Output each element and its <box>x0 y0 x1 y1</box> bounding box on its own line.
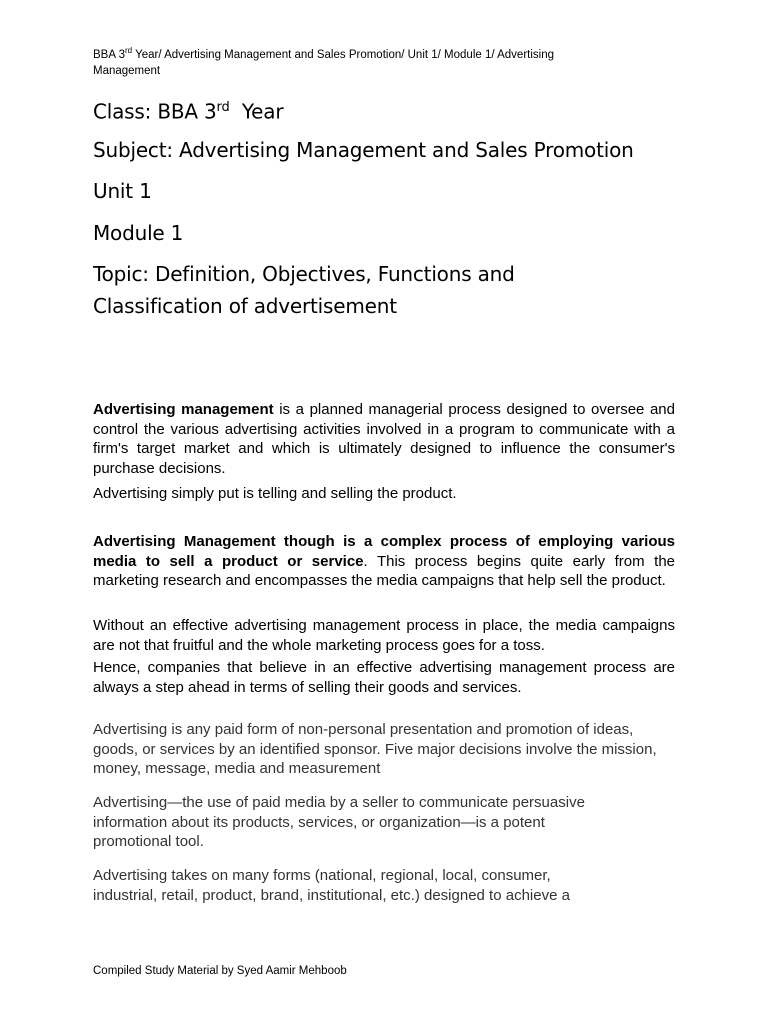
p3-rest: . This process begins quite early from the marketing research and encompasses the media campaigns that help sell the product. <box>93 552 676 589</box>
paragraph-paid-media <box>93 793 675 852</box>
p8-line1: Advertising takes on many forms (national, regional, local, consumer, <box>93 867 551 884</box>
page-footer: Compiled Study Material by Syed Aamir Mehboob <box>93 965 347 977</box>
paragraph-simply-put: Advertising simply put is telling and selling the product. <box>93 485 457 502</box>
paragraph-complex-process <box>93 532 675 591</box>
subject-line: Subject: Advertising Management and Sales Promotion <box>93 138 634 162</box>
p3-bold: Advertising Management though is a complex process of employing various media to sell a product or service <box>93 533 675 570</box>
topic-line2: Classification of advertisement <box>93 294 397 318</box>
module-line: Module 1 <box>93 221 184 245</box>
p8-line2: industrial, retail, product, brand, institutional, etc.) designed to achieve a <box>93 886 570 904</box>
header-sup: rd <box>124 46 133 55</box>
topic-line <box>93 258 693 322</box>
class-line <box>93 92 283 128</box>
running-header <box>93 43 653 79</box>
paragraph-hence: Hence, companies that believe in an effective advertising management process are always a step ahead in terms of selling their goods and services. <box>93 659 675 696</box>
header-rest-line1: Year/ Advertising Management and Sales Promotion/ Unit 1/ Module 1/ Advertising <box>132 48 555 61</box>
header-prefix: BBA 3 <box>93 48 125 61</box>
paragraph-without-effective: Without an effective advertising management process in place, the media campaigns are not that fruitful and the whole marketing process goes for a toss. <box>93 617 675 654</box>
p7-line2: information about its products, services, or organization—is a potent <box>93 813 545 831</box>
paragraph-paid-form: Advertising is any paid form of non-personal presentation and promotion of ideas, goods, or services by an identified sponsor. Five major decisions involve the mission, money, message, media and measurement <box>93 721 657 777</box>
class-prefix: Class: BBA 3 <box>93 99 217 124</box>
p1-rest: is a planned managerial process designed to oversee and control the various advertising activities involved in a program to communicate with a firm's target market and which is ultimately designed to influence the consumer's purchase decisions. <box>93 401 675 477</box>
p7-line1: Advertising—the use of paid media by a seller to communicate persuasive <box>93 794 585 811</box>
p7-line3: promotional tool. <box>93 833 204 850</box>
paragraph-definition <box>93 400 675 478</box>
paragraph-many-forms <box>93 866 675 905</box>
header-rest-line2: Management <box>93 64 161 77</box>
topic-line1: Topic: Definition, Objectives, Functions and <box>93 262 515 286</box>
class-sup: rd <box>216 100 230 115</box>
p1-bold: Advertising management <box>93 401 274 418</box>
unit-line: Unit 1 <box>93 179 152 203</box>
class-suffix: Year <box>229 99 284 124</box>
